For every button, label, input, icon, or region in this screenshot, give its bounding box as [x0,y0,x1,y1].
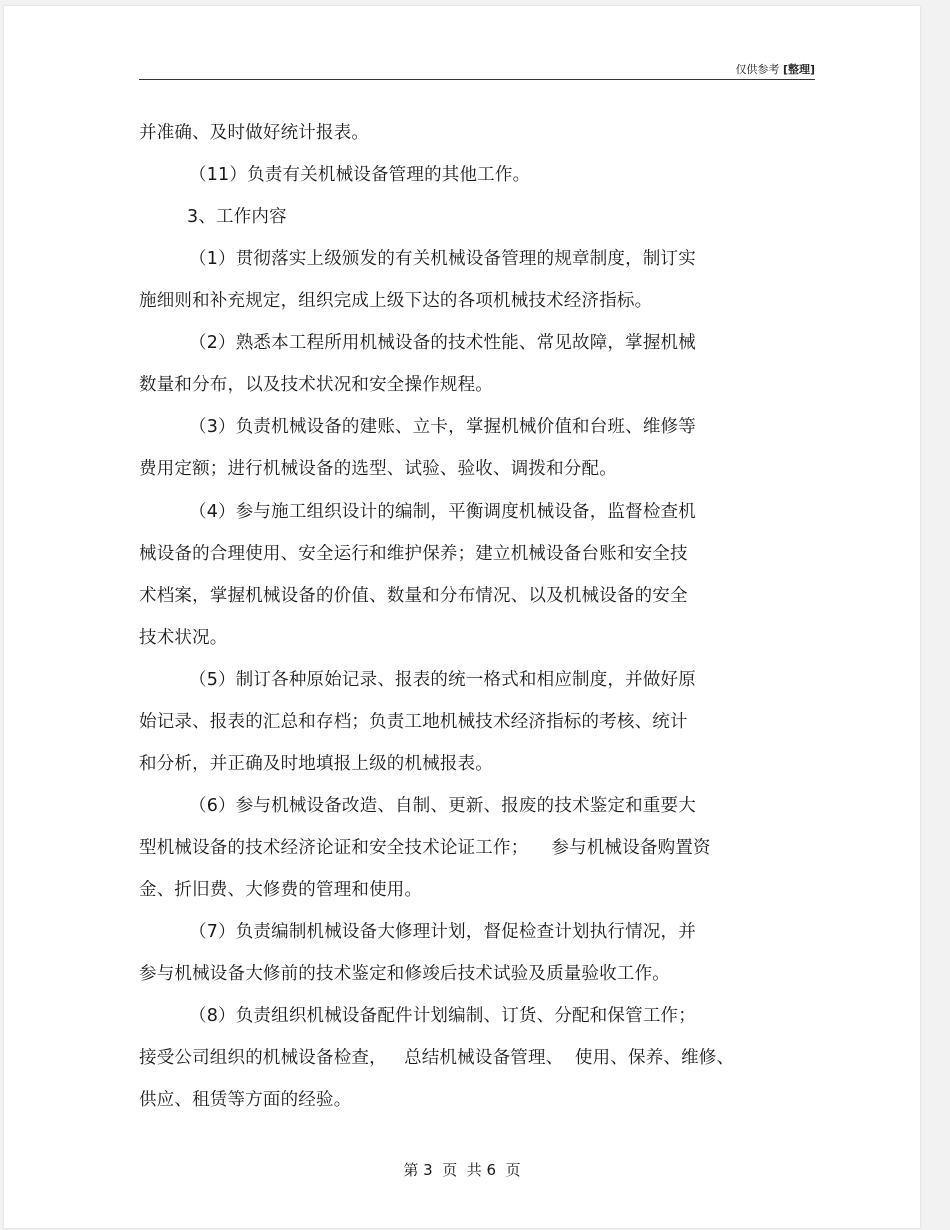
body-line: 参与机械设备大修前的技术鉴定和修竣后技术试验及质量验收工作。 [139,964,670,984]
body-line: （3）负责机械设备的建账、立卡，掌握机械价值和台班、维修等 [189,417,696,437]
body-line: 始记录、报表的汇总和存档；负责工地机械技术经济指标的考核、统计 [139,712,688,732]
body-line: 接受公司组织的机械设备检查， 总结机械设备管理、 使用、保养、维修、 [139,1048,735,1068]
body-line: （5）制订各种原始记录、报表的统一格式和相应制度，并做好原 [189,670,696,690]
body-line: 施细则和补充规定，组织完成上级下达的各项机械技术经济指标。 [139,291,653,311]
body-line: 技术状况。 [139,628,228,648]
body-line: （8）负责组织机械设备配件计划编制、订货、分配和保管工作； [189,1006,696,1026]
body-line: 供应、租赁等方面的经验。 [139,1090,352,1110]
header-label: 仅供参考 [735,63,780,76]
body-line: 金、折旧费、大修费的管理和使用。 [139,880,423,900]
page-header [139,61,815,77]
section-heading: 3、工作内容 [187,207,287,227]
body-line: （6）参与机械设备改造、自制、更新、报废的技术鉴定和重要大 [189,796,696,816]
body-line: 械设备的合理使用、安全运行和维护保养；建立机械设备台账和安全技 [139,544,688,564]
body-line: （11）负责有关机械设备管理的其他工作。 [189,165,531,185]
body-line: 型机械设备的技术经济论证和安全技术论证工作； 参与机械设备购置资 [139,838,711,858]
body-line: （7）负责编制机械设备大修理计划，督促检查计划执行情况，并 [189,922,696,942]
body-line: 数量和分布，以及技术状况和安全操作规程。 [139,375,493,395]
body-line: 术档案，掌握机械设备的价值、数量和分布情况、以及机械设备的安全 [139,586,688,606]
body-line: 并准确、及时做好统计报表。 [139,123,370,143]
document-page [4,6,920,1228]
body-line: （2）熟悉本工程所用机械设备的技术性能、常见故障，掌握机械 [189,333,696,353]
body-line: （4）参与施工组织设计的编制，平衡调度机械设备，监督检查机 [189,502,696,522]
body-line: 费用定额；进行机械设备的选型、试验、验收、调拨和分配。 [139,459,617,479]
page-number: 第 3 页 共 6 页 [403,1161,521,1179]
header-tag: [整理] [782,63,815,76]
header-rule [139,79,815,80]
body-line: 和分析，并正确及时地填报上级的机械报表。 [139,754,493,774]
body-line: （1）贯彻落实上级颁发的有关机械设备管理的规章制度，制订实 [189,249,696,269]
